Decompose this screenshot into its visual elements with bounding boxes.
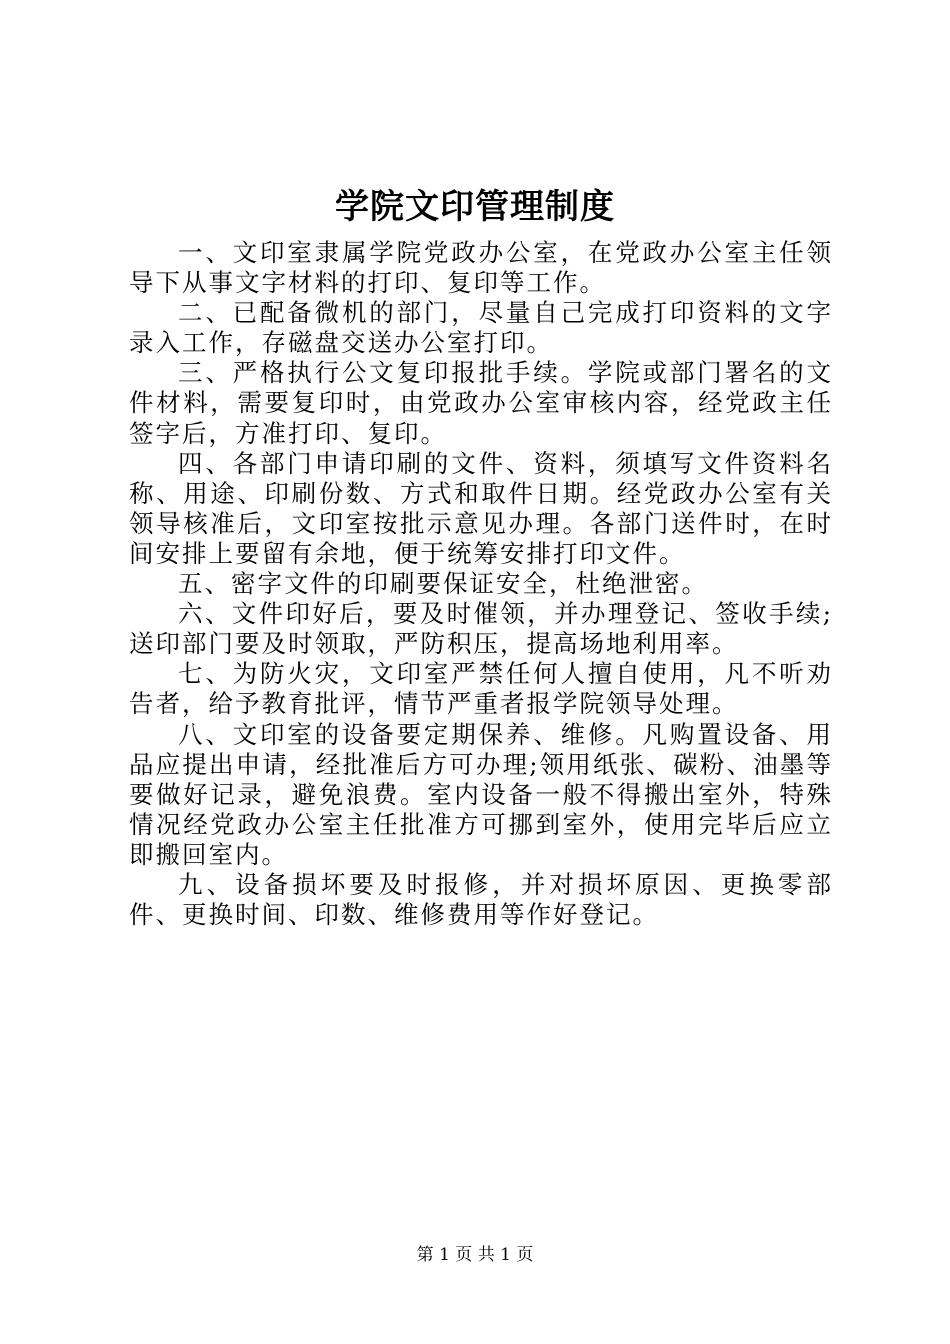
paragraph-8: 八、文印室的设备要定期保养、维修。凡购置设备、用品应提出申请，经批准后方可办理;领用纸张、碳粉、油墨等要做好记录，避免浪费。室内设备一般不得搬出室外，特殊情况经党政办公室主任批准方可挪到室外，使用完毕后应立即搬回室内。 — [129, 719, 833, 869]
document-body — [129, 238, 833, 930]
paragraph-3: 三、严格执行公文复印报批手续。学院或部门署名的文件材料，需要复印时，由党政办公室审核内容，经党政主任签字后，方准打印、复印。 — [129, 358, 833, 448]
page-footer: 第 1 页 共 1 页 — [416, 1245, 534, 1265]
paragraph-7: 七、为防火灾，文印室严禁任何人擅自使用，凡不听劝告者，给予教育批评，情节严重者报学院领导处理。 — [129, 659, 833, 719]
paragraph-2: 二、已配备微机的部门，尽量自己完成打印资料的文字录入工作，存磁盘交送办公室打印。 — [129, 298, 833, 358]
paragraph-4: 四、各部门申请印刷的文件、资料，须填写文件资料名称、用途、印刷份数、方式和取件日期。经党政办公室有关领导核准后，文印室按批示意见办理。各部门送件时，在时间安排上要留有余地，便于统筹安排打印文件。 — [129, 448, 833, 568]
paragraph-9: 九、设备损坏要及时报修，并对损坏原因、更换零部件、更换时间、印数、维修费用等作好登记。 — [129, 869, 833, 930]
paragraph-1: 一、文印室隶属学院党政办公室，在党政办公室主任领导下从事文字材料的打印、复印等工作。 — [129, 238, 833, 298]
paragraph-6: 六、文件印好后，要及时催领，并办理登记、签收手续;送印部门要及时领取，严防积压，提高场地利用率。 — [129, 599, 833, 659]
document-title: 学院文印管理制度 — [335, 187, 615, 227]
paragraph-5: 五、密字文件的印刷要保证安全，杜绝泄密。 — [178, 569, 708, 599]
